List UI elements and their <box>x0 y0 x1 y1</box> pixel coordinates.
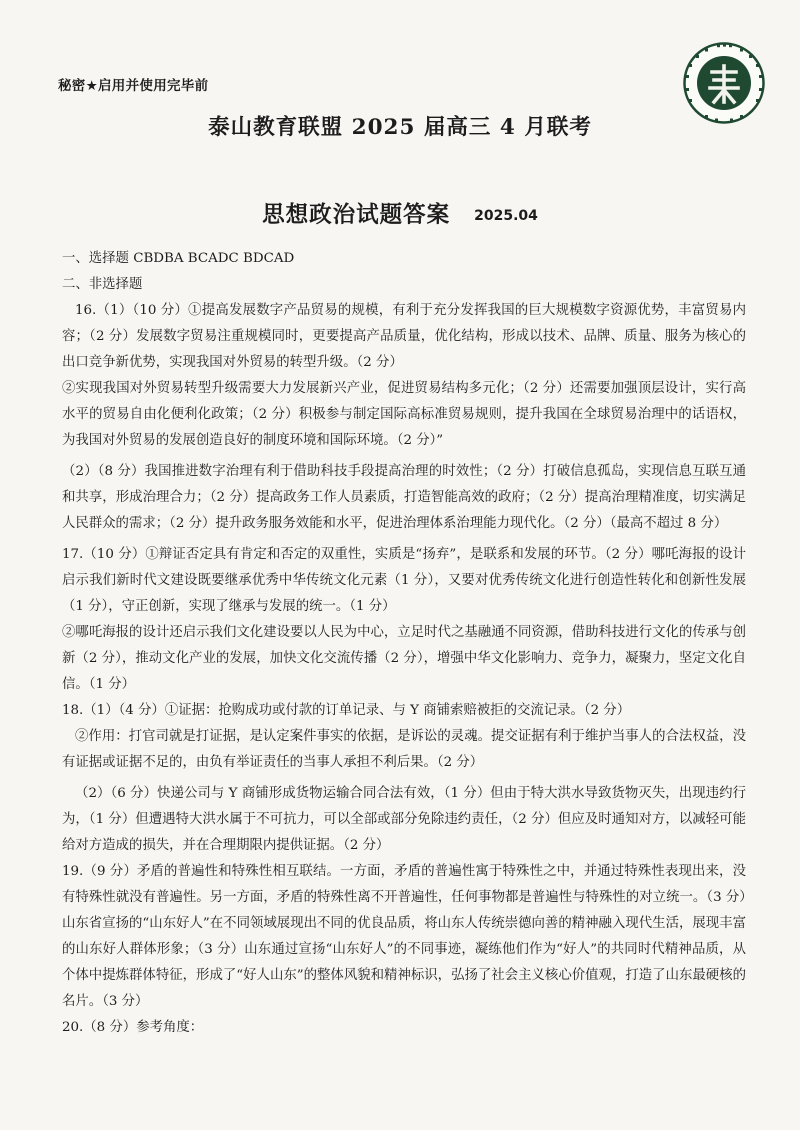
q17-point1: 17.（10 分）①辩证否定具有肯定和否定的双重性，实质是“扬弃”，是联系和发展的环节。（2 分）哪吒海报的设计启示我们新时代文建设既要继承优秀中华传统文化元素（1 分），又要对优秀传统文化进行创造性转化和创新性发展（1 分），守正创新，实现了继承与发展的统一。（1 分） <box>62 547 746 614</box>
exam-date: 2025.04 <box>474 208 538 224</box>
q16-part2: （2）（8 分）我国推进数字治理有利于借助科技手段提高治理的时效性；（2 分）打破信息孤岛，实现信息互联互通和共享，形成治理合力；（2 分）提高政务工作人员素质，打造智能高效的政府；（2 分）提高治理精准度，切实满足人民群众的需求；（2 分）提升政务服务效能和水平，促进治理体系治理能力现代化。（2 分）（最高不超过 8 分） <box>62 464 746 531</box>
answer-heading <box>0 197 800 229</box>
q18-part1-evidence: 18.（1）（4 分）①证据：抢购成功或付款的订单记录、与 Y 商铺索赔被拒的交流记录。（2 分） <box>62 703 631 718</box>
q20-heading: 20.（8 分）参考角度： <box>62 1020 204 1035</box>
answer-subtitle: 思想政治试题答案 <box>262 202 451 228</box>
section-non-choice-heading: 二、非选择题 <box>62 277 143 292</box>
section-choice-answers: 一、选择题 CBDBA BCADC BDCAD <box>62 251 295 266</box>
q18-part1-function: ②作用：打官司就是打证据，是认定案件事实的依据，是诉讼的灵魂。提交证据有利于维护当事人的合法权益，没有证据或证据不足的，由负有举证责任的当事人承担不利后果。（2 分） <box>62 729 746 770</box>
confidential-label: 秘密★启用并使用完毕前 <box>58 78 209 94</box>
exam-title: 泰山教育联盟 2025 届高三 4 月联考 <box>208 115 592 140</box>
answer-content <box>62 246 746 1041</box>
q18-part2: （2）（6 分）快递公司与 Y 商铺形成货物运输合同合法有效，（1 分）但由于特大洪水导致货物灭失，出现违约行为，（1 分）但遭遇特大洪水属于不可抗力，可以全部或部分免除违约责任，（2 分）但应及时通知对方，以减轻可能给对方造成的损失，并在合理期限内提供证据。（2 分） <box>62 786 746 853</box>
q16-part1-point1: 16.（1）（10 分）①提高发展数字产品贸易的规模，有利于充分发挥我国的巨大规模数字资源优势，丰富贸易内容；（2 分）发展数字贸易注重规模同时，更要提高产品质量，优化结构，形成以技术、品牌、质量、服务为核心的出口竞争新优势，实现我国对外贸易的转型升级。（2 分） <box>62 303 746 370</box>
q16-part1-point2: ②实现我国对外贸易转型升级需要大力发展新兴产业，促进贸易结构多元化；（2 分）还需要加强顶层设计，实行高水平的贸易自由化便利化政策；（2 分）积极参与制定国际高标准贸易规则，提升我国在全球贸易治理中的话语权，为我国对外贸易的发展创造良好的制度环境和国际环境。（2 分）” <box>62 381 746 448</box>
q17-point2: ②哪吒海报的设计还启示我们文化建设要以人民为中心，立足时代之基融通不同资源，借助科技进行文化的传承与创新（2 分），推动文化产业的发展，加快文化交流传播（2 分），增强中华文化影响力、竞争力，凝聚力，坚定文化自信。（1 分） <box>62 625 746 692</box>
q19: 19.（9 分）矛盾的普遍性和特殊性相互联结。一方面，矛盾的普遍性寓于特殊性之中，并通过特殊性表现出来，没有特殊性就没有普遍性。另一方面，矛盾的特殊性离不开普遍性，任何事物都是普遍性与特殊性的对立统一。（3 分）山东省宣扬的“山东好人”在不同领域展现出不同的优良品质，将山东人传统崇德向善的精神融入现代生活，展现丰富的山东好人群体形象；（3 分）山东通过宣扬“山东好人”的不同事迹，凝练他们作为“好人”的共同时代精神品质，从个体中提炼群体特征，形成了“好人山东”的整体风貌和精神标识，弘扬了社会主义核心价值观，打造了山东最硬核的名片。（3 分） <box>62 864 746 1009</box>
